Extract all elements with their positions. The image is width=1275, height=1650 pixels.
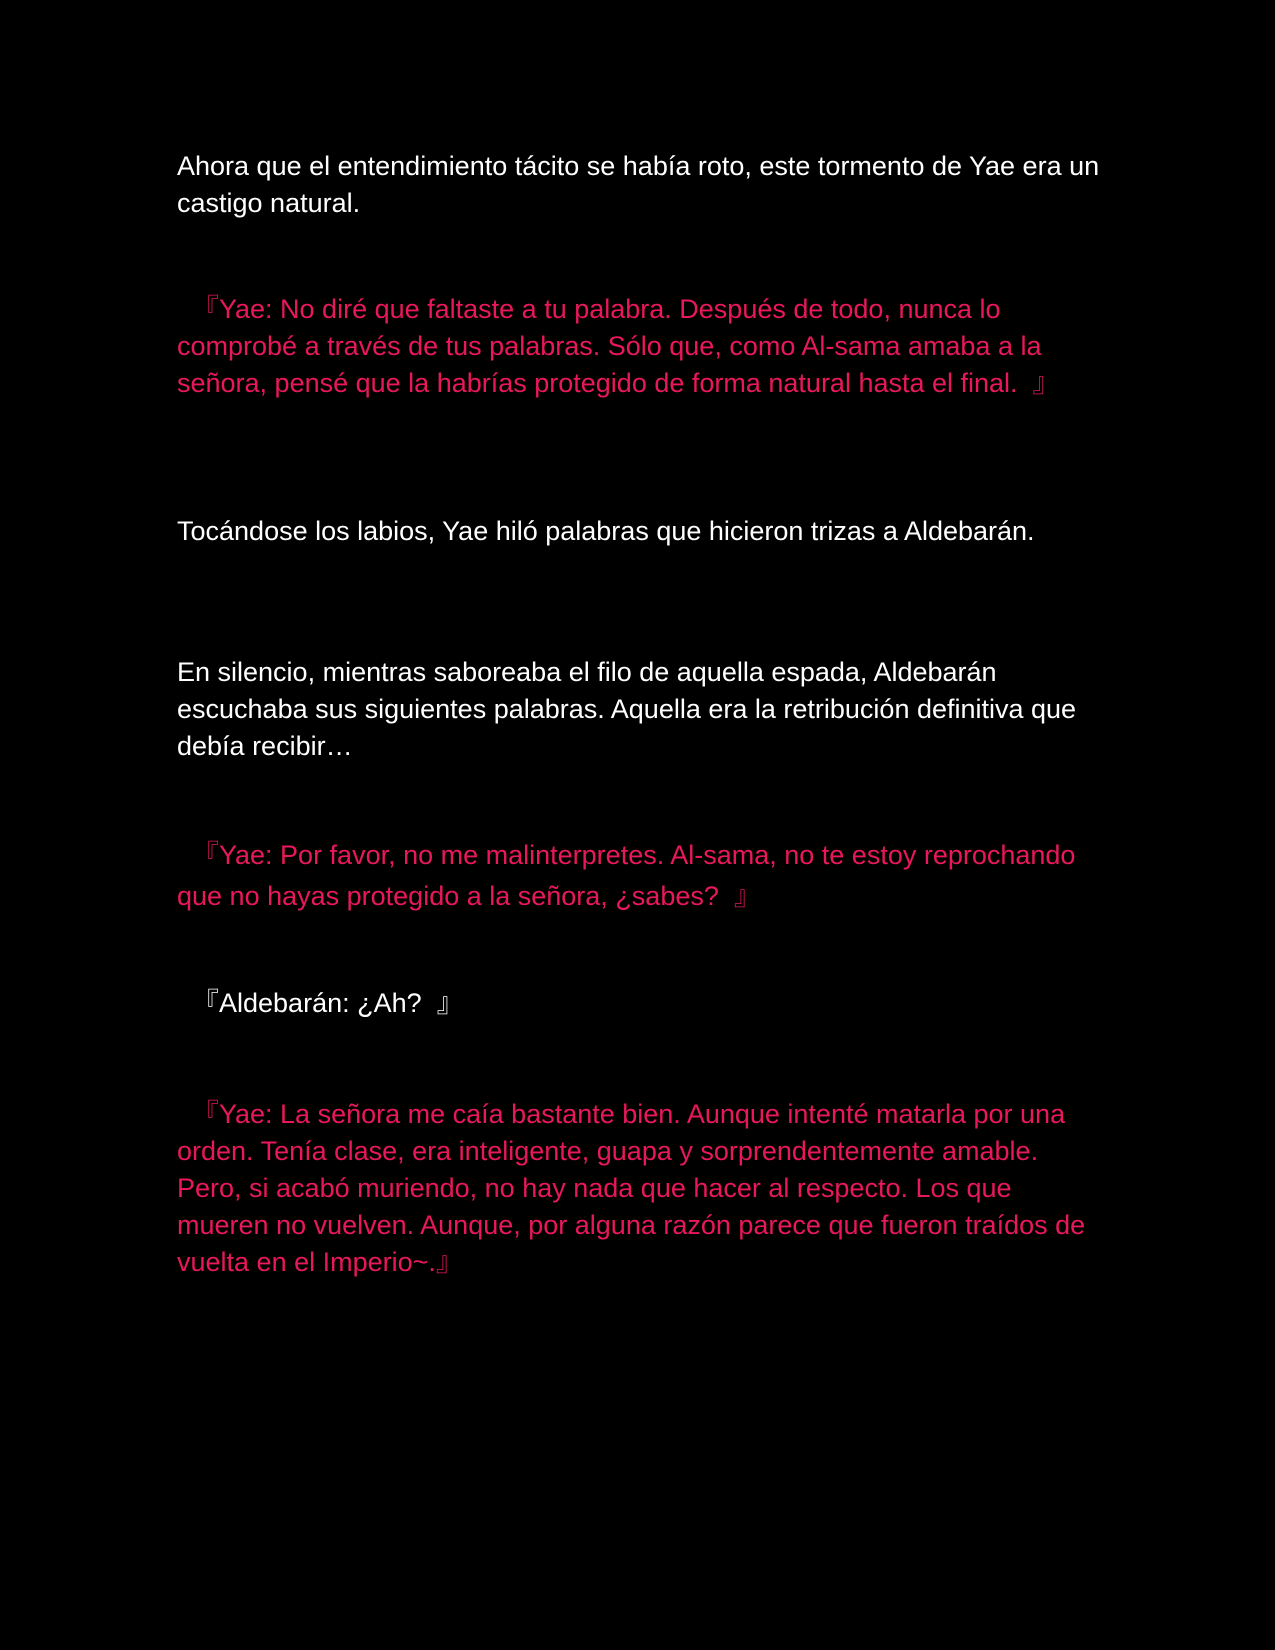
narration-paragraph-2: Tocándose los labios, Yae hiló palabras que hicieron trizas a Aldebarán. <box>177 516 1035 546</box>
yae-dialogue-1: 『Yae: No diré que faltaste a tu palabra. Después de todo, nunca lo comprobé a través de tus palabras. Sólo que, como Al-sama amaba a la señora, pensé que la habrías protegido de forma natural hasta el final. 』 <box>177 294 1060 398</box>
yae-dialogue-2: 『Yae: Por favor, no me malinterpretes. Al-sama, no te estoy reprochando que no hayas protegido a la señora, ¿sabes? 』 <box>177 840 1076 911</box>
aldebaran-dialogue: 『Aldebarán: ¿Ah? 』 <box>177 988 464 1018</box>
narration-paragraph-3: En silencio, mientras saboreaba el filo de aquella espada, Aldebarán escuchaba sus siguientes palabras. Aquella era la retribución definitiva que debía recibir… <box>177 657 1077 761</box>
yae-dialogue-3: 『Yae: La señora me caía bastante bien. Aunque intenté matarla por una orden. Tenía clase, era inteligente, guapa y sorprendentemente amable. Pero, si acabó muriendo, no hay nada que hacer al respecto. Los que mueren no vuelven. Aunque, por alguna razón parece que fueron traídos de vuelta en el Imperio~.』 <box>177 1099 1086 1277</box>
narration-paragraph-1: Ahora que el entendimiento tácito se había roto, este tormento de Yae era un castigo natural. <box>177 151 1100 218</box>
